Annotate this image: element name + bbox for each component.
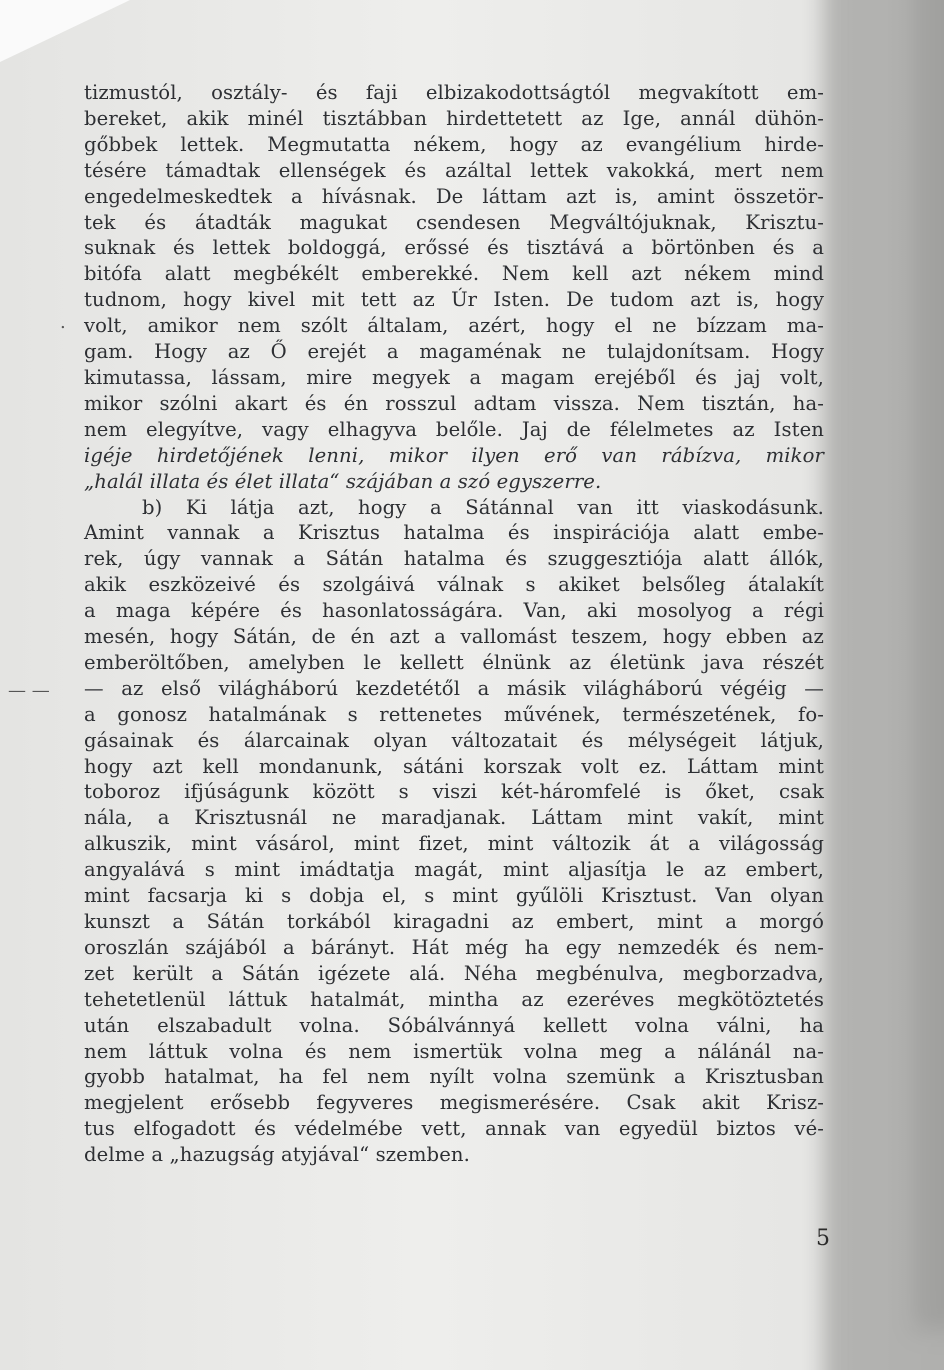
text-line: nem elegyítve, vagy elhagyva belőle. Jaj de félelmetes az Isten xyxy=(84,417,824,441)
paragraph-start: b) Ki látja azt, hogy a Sátánnal van itt viaskodásunk. xyxy=(142,495,824,519)
text-line: gásainak és álarcainak olyan változatait és mélységeit látjuk, xyxy=(84,728,824,752)
text-line: kimutassa, lássam, mire megyek a magam erejéből és jaj volt, xyxy=(84,365,824,389)
text-line: — az első világháború kezdetétől a másik világháború végéig — xyxy=(84,676,824,700)
margin-dot: . xyxy=(60,312,66,333)
text-line: zet került a Sátán igézete alá. Néha megbénulva, megborzadva, xyxy=(84,961,824,985)
margin-dash: — — xyxy=(8,680,50,701)
scan-shadow-edge xyxy=(914,0,944,1330)
text-line: tehetetlenül láttuk hatalmát, mintha az ezeréves megkötöztetés xyxy=(84,987,824,1011)
text-line: delme a „hazugság atyjával“ szemben. xyxy=(84,1143,470,1167)
text-line: tésére támadtak ellenségek és azáltal lettek vakokká, mert nem xyxy=(84,158,824,182)
text-line: után elszabadult volna. Sóbálvánnyá kellett volna válni, ha xyxy=(84,1013,824,1037)
text-line: toboroz ifjúságunk között s viszi két-háromfelé is őket, csak xyxy=(84,780,824,804)
text-line: oroszlán szájából a bárányt. Hát még ha egy nemzedék és nem- xyxy=(84,935,824,959)
text-line: kunszt a Sátán torkából kiragadni az embert, mint a morgó xyxy=(84,910,824,933)
text-line: angyalává s mint imádtatja magát, mint aljasítja le az embert, xyxy=(84,858,824,882)
text-line: suknak és lettek boldoggá, erőssé és tisztává a börtönben és a xyxy=(84,236,824,260)
text-line: bitófa alatt megbékélt emberekké. Nem kell azt nékem mind xyxy=(84,262,824,286)
text-line: Amint vannak a Krisztus hatalma és inspirációja alatt embe- xyxy=(84,521,824,545)
text-line: mikor szólni akart és én rosszul adtam vissza. Nem tisztán, ha- xyxy=(84,391,824,415)
text-line: gőbbek lettek. Megmutatta nékem, hogy az evangélium hirde- xyxy=(84,132,824,156)
text-line: tizmustól, osztály- és faji elbizakodottságtól megvakított em- xyxy=(84,81,824,104)
text-line: nem láttuk volna és nem ismertük volna meg a nálánál na- xyxy=(84,1039,824,1063)
text-line: a maga képére és hasonlatosságára. Van, aki mosolyog a régi xyxy=(84,599,824,623)
text-line: emberöltőben, amelyben le kellett élnünk az életünk java részét xyxy=(84,650,824,674)
text-line: volt, amikor nem szólt általam, azért, hogy el ne bízzam ma- xyxy=(84,314,824,338)
text-line: engedelmeskedtek a hívásnak. De láttam azt is, amint összetör- xyxy=(84,184,824,208)
corner-fold xyxy=(0,0,130,62)
text-line: akik eszközeivé és szolgáivá válnak s akiket belsőleg átalakít xyxy=(84,573,824,597)
text-line: gyobb hatalmat, ha fel nem nyílt volna szemünk a Krisztusban xyxy=(84,1065,824,1089)
text-line-italic: igéje hirdetőjének lenni, mikor ilyen erő van rábízva, mikor xyxy=(84,443,824,467)
text-line: megjelent erősebb fegyveres megismerésére. Csak akit Krisz- xyxy=(84,1091,824,1115)
scan-shadow xyxy=(824,0,944,1370)
body-text xyxy=(84,80,824,1168)
text-line: tus elfogadott és védelmébe vett, annak van egyedül biztos vé- xyxy=(84,1117,824,1141)
text-line: gam. Hogy az Ő erejét a magaménak ne tulajdonítsam. Hogy xyxy=(84,340,824,364)
text-line: tudnom, hogy kivel mit tett az Úr Isten. De tudom azt is, hogy xyxy=(84,288,824,312)
text-line: alkuszik, mint vásárol, mint fizet, mint változik át a világosság xyxy=(84,832,824,856)
text-line: hogy azt kell mondanunk, sátáni korszak volt ez. Láttam mint xyxy=(84,754,824,778)
text-line: rek, úgy vannak a Sátán hatalma és szuggesztiója alatt állók, xyxy=(84,547,824,571)
page-number: 5 xyxy=(816,1226,830,1251)
text-line-italic: „halál illata és élet illata“ szájában a szó egyszerre. xyxy=(84,469,602,493)
text-line: a gonosz hatalmának s rettenetes művének, természetének, fo- xyxy=(84,702,824,726)
text-line: tek és átadták magukat csendesen Megváltójuknak, Krisztu- xyxy=(84,210,824,234)
text-line: mesén, hogy Sátán, de én azt a vallomást teszem, hogy ebben az xyxy=(84,625,824,649)
text-line: mint facsarja ki s dobja el, s mint gyűlöli Krisztust. Van olyan xyxy=(84,884,824,908)
text-line: bereket, akik minél tisztábban hirdettetett az Ige, annál dühön- xyxy=(84,106,824,130)
text-line: nála, a Krisztusnál ne maradjanak. Láttam mint vakít, mint xyxy=(84,806,824,830)
